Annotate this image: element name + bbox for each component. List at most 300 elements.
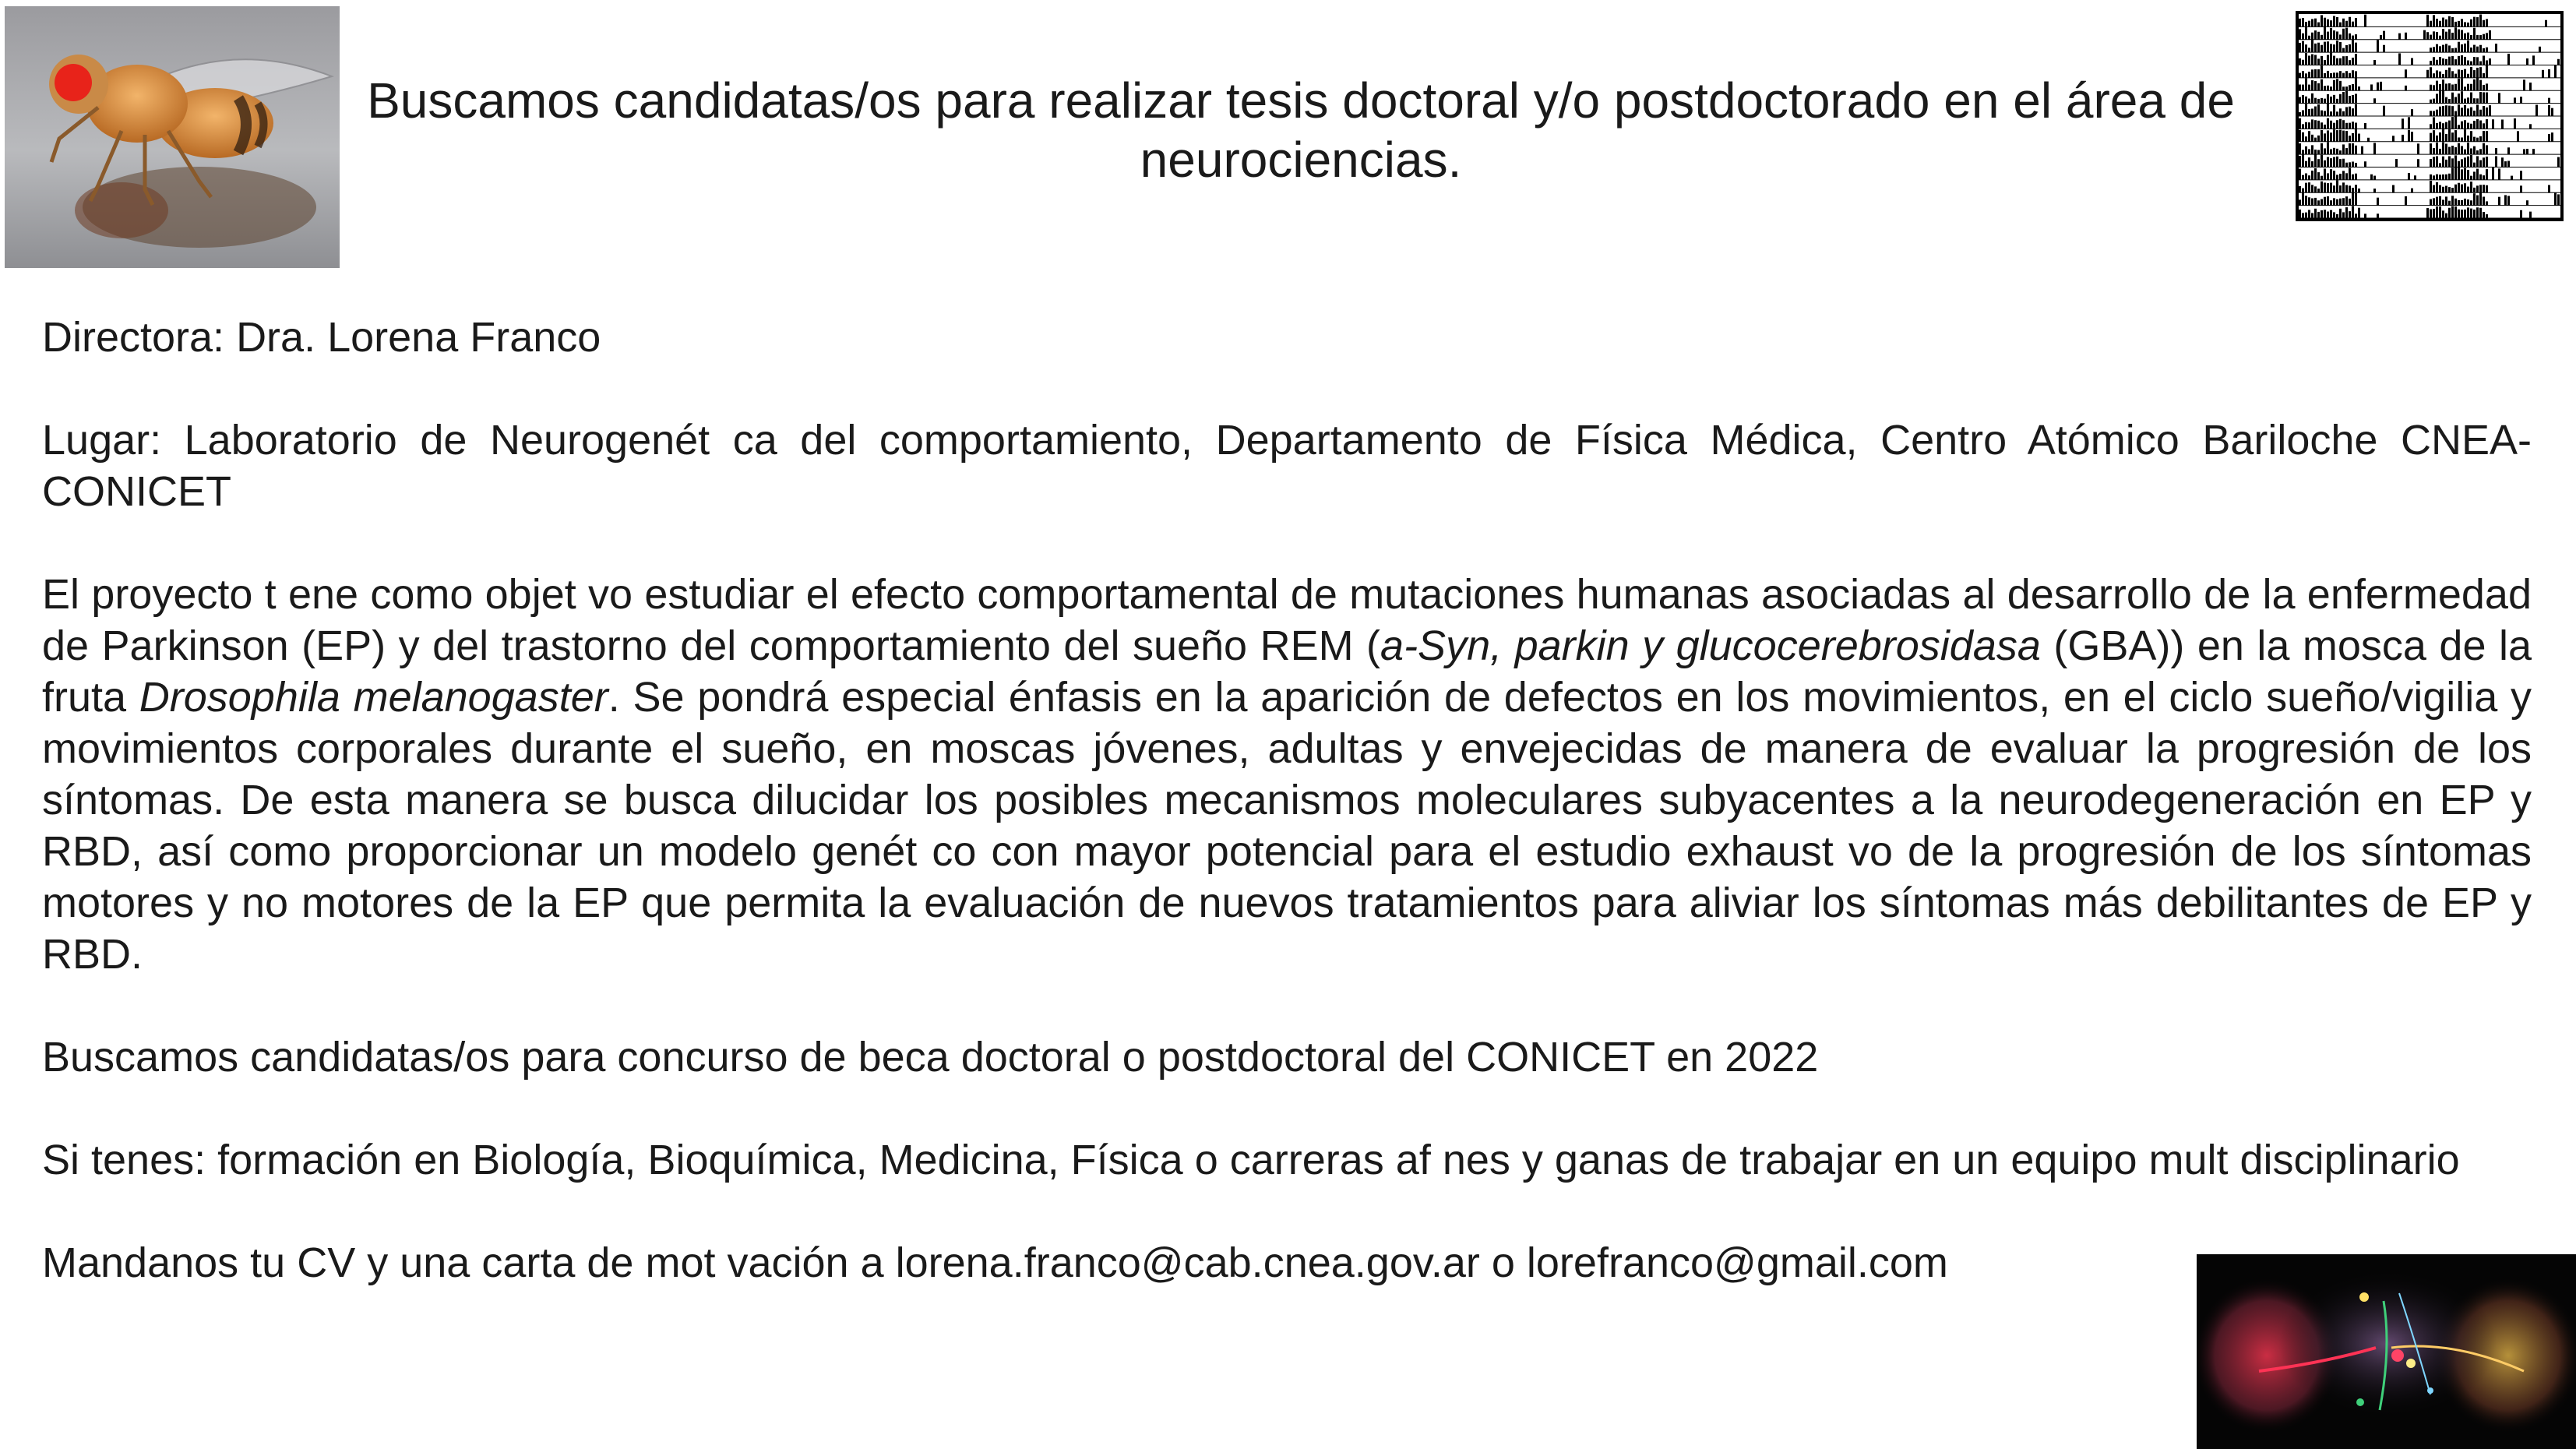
actogram-bar <box>2339 185 2342 192</box>
actogram-bar <box>2483 34 2485 40</box>
actogram-bar <box>2333 171 2335 180</box>
actogram-bar <box>2448 121 2451 129</box>
actogram-bar <box>2454 22 2457 26</box>
actogram-bar <box>2483 123 2485 129</box>
actogram-bar <box>2305 161 2307 167</box>
actogram-bar <box>2439 122 2441 129</box>
actogram-bar <box>2336 41 2338 52</box>
actogram-bar <box>2330 44 2332 52</box>
actogram-bar <box>2461 122 2463 129</box>
actogram-bar <box>2467 207 2469 218</box>
actogram-bar <box>2483 85 2485 90</box>
actogram-bar <box>2305 53 2307 65</box>
actogram-bar <box>2352 58 2354 65</box>
actogram-bar <box>2464 99 2466 104</box>
actogram-bar <box>2439 84 2441 90</box>
actogram-bar <box>2345 21 2348 27</box>
actogram-bar <box>2483 73 2485 78</box>
actogram-bar <box>2345 185 2348 192</box>
actogram-bar <box>2467 23 2469 26</box>
actogram-bar <box>2433 157 2435 167</box>
actogram-bar <box>2470 19 2472 27</box>
actogram-bar <box>2345 148 2348 154</box>
actogram-bar <box>2336 31 2338 39</box>
actogram-bar <box>2436 123 2438 129</box>
actogram-bar <box>2476 169 2479 180</box>
actogram-bar <box>2433 148 2435 154</box>
actogram-bar <box>2317 69 2320 78</box>
actogram-bar <box>2364 15 2366 27</box>
actogram-bar <box>2436 206 2438 218</box>
actogram-bar <box>2355 93 2357 103</box>
actogram-bar <box>2557 194 2560 205</box>
actogram-bar <box>2501 157 2504 167</box>
actogram-bar <box>2442 79 2444 90</box>
actogram-bar <box>2445 213 2447 218</box>
actogram-bar <box>2352 122 2354 129</box>
actogram-bar <box>2486 145 2488 154</box>
actogram-bar <box>2317 159 2320 167</box>
actogram-bar <box>2483 175 2485 180</box>
actogram-bar <box>2476 68 2479 78</box>
actogram-bar <box>2299 43 2301 52</box>
actogram-bar <box>2305 174 2307 180</box>
actogram-bar <box>2454 84 2457 90</box>
actogram-bar <box>2305 104 2307 116</box>
actogram-bar <box>2454 147 2457 154</box>
lugar-paragraph: Lugar: Laboratorio de Neurogenét ca del comportamiento, Departamento de Física Médica, Centro Atómico Bariloche CNEA-CONICET <box>42 417 2532 515</box>
actogram-bar <box>2436 175 2438 180</box>
actogram-bar <box>2355 104 2357 116</box>
actogram-bar <box>2483 157 2485 167</box>
actogram-bar <box>2473 79 2476 90</box>
actogram-bar <box>2395 159 2398 167</box>
actogram-bar <box>2373 176 2376 180</box>
actogram-bar <box>2317 23 2320 27</box>
actogram-bar <box>2327 118 2329 129</box>
actogram-bar <box>2305 73 2307 78</box>
actogram-bar <box>2411 58 2413 65</box>
actogram-bar <box>2339 81 2342 90</box>
actogram-bar <box>2302 60 2304 65</box>
actogram-bar <box>2355 43 2357 52</box>
actogram-bar <box>2324 99 2326 104</box>
actogram-bar <box>2470 35 2472 40</box>
actogram-bar <box>2520 210 2522 218</box>
actogram-bar <box>2539 47 2541 52</box>
actogram-bar <box>2467 123 2469 129</box>
actogram-bar <box>2352 188 2354 192</box>
actogram-bar <box>2352 95 2354 104</box>
actogram-bar <box>2314 19 2317 27</box>
proyecto-text-1: El proyecto t ene como objet vo estudiar el efecto comportamental de mutaciones humanas asociadas al desarrollo de la enfermedad de Parkinson (EP) y del trastorno del comportamiento del sueño REM ( <box>42 571 2532 669</box>
actogram-bar <box>2339 108 2342 116</box>
actogram-bar <box>2314 186 2317 192</box>
fly-brain-image <box>2197 1254 2576 1449</box>
actogram-bar <box>2442 129 2444 141</box>
actogram-bar <box>2476 57 2479 65</box>
actogram-bar <box>2448 208 2451 218</box>
actogram-bar <box>2305 183 2307 193</box>
actogram-bar <box>2486 19 2488 26</box>
actogram-bar <box>2464 210 2466 218</box>
actogram-bar <box>2451 167 2454 180</box>
actogram-bar <box>2473 193 2476 205</box>
actogram-bar <box>2511 176 2513 180</box>
actogram-bar <box>2454 48 2457 53</box>
actogram-bar <box>2308 122 2310 129</box>
actogram-bar <box>2436 156 2438 167</box>
actogram-bar <box>2479 121 2482 129</box>
actogram-bar <box>2324 86 2326 90</box>
actogram-bar <box>2349 85 2351 90</box>
actogram-bar <box>2349 185 2351 192</box>
actogram-bar <box>2417 159 2419 167</box>
actogram-bar <box>2439 57 2441 65</box>
actogram-bar <box>2461 70 2463 78</box>
actogram-bar <box>2483 92 2485 103</box>
actogram-bar <box>2333 105 2335 116</box>
actogram-bar <box>2336 149 2338 154</box>
actogram-bar <box>2352 84 2354 90</box>
actogram-bar <box>2535 105 2538 116</box>
actogram-bar <box>2461 108 2463 116</box>
actogram-bar <box>2336 199 2338 206</box>
actogram-bar <box>2299 29 2301 39</box>
actogram-bar <box>2311 161 2313 167</box>
actogram-bar <box>2349 167 2351 179</box>
actogram-bar <box>2486 157 2488 167</box>
actogram-bar <box>2473 137 2476 142</box>
actogram-bar <box>2454 74 2457 78</box>
actogram-bar <box>2467 199 2469 206</box>
actogram-bar <box>2461 169 2463 179</box>
actogram-bar <box>2448 29 2451 39</box>
actogram-bar <box>2383 106 2385 116</box>
actogram-bar <box>2327 142 2329 154</box>
actogram-bar <box>2433 31 2435 39</box>
actogram-bar <box>2483 106 2485 116</box>
actogram-bar <box>2345 163 2348 167</box>
actogram-bar <box>2327 94 2329 104</box>
actogram-bar <box>2439 196 2441 206</box>
actogram-bar <box>2349 73 2351 78</box>
actogram-bar <box>2339 58 2342 65</box>
actogram-bar <box>2470 93 2472 104</box>
actogram-bar <box>2451 158 2454 167</box>
actogram-bar <box>2436 60 2438 65</box>
actogram-bar <box>2392 136 2395 141</box>
actogram-bar <box>2324 111 2326 116</box>
actogram-bar <box>2442 200 2444 206</box>
actogram-bar <box>2445 196 2447 205</box>
actogram-bar <box>2345 207 2348 218</box>
actogram-bar <box>2333 123 2335 129</box>
actogram-bar <box>2333 148 2335 154</box>
actogram-bar <box>2451 93 2454 104</box>
actogram-bar <box>2349 33 2351 40</box>
actogram-bar <box>2467 61 2469 65</box>
actogram-bar <box>2342 159 2345 167</box>
actogram-bar <box>2336 130 2338 142</box>
actogram-bar <box>2349 136 2351 142</box>
actogram-bar <box>2504 161 2507 167</box>
actogram-bar <box>2489 105 2491 116</box>
actogram-bar <box>2479 15 2482 27</box>
actogram-bar <box>2308 55 2310 65</box>
actogram-bar <box>2311 55 2313 65</box>
actogram-bar <box>2345 107 2348 116</box>
actogram-bar <box>2342 56 2345 65</box>
actogram-bar <box>2542 70 2544 78</box>
actogram-bar <box>2442 74 2444 78</box>
actogram-bar <box>2330 183 2332 193</box>
actogram-bar <box>2464 157 2466 167</box>
actogram-bar <box>2430 181 2432 192</box>
actogram-bar <box>2333 185 2335 192</box>
actogram-bar <box>2339 174 2342 180</box>
actogram-bar <box>2436 44 2438 52</box>
actogram-bar <box>2408 130 2410 142</box>
actogram-bar <box>2342 198 2345 205</box>
actogram-bar <box>2327 71 2329 78</box>
actogram-bar <box>2311 80 2313 90</box>
actogram-bar <box>2311 185 2313 192</box>
actogram-bar <box>2486 83 2488 90</box>
actogram-bar <box>2324 42 2326 53</box>
actogram-bar <box>2411 132 2413 142</box>
actogram-bar <box>2473 98 2476 103</box>
actogram-bar <box>2383 45 2385 52</box>
actogram-bar <box>2445 83 2447 90</box>
actogram-bar <box>2333 157 2335 167</box>
actogram-bar <box>2330 210 2332 218</box>
actogram-bar <box>2476 185 2479 192</box>
actogram-bar <box>2476 47 2479 52</box>
actogram-bar <box>2330 111 2332 116</box>
actogram-bar <box>2451 84 2454 90</box>
actogram-bar <box>2467 170 2469 180</box>
actogram-bar <box>2557 59 2560 65</box>
actogram-bar <box>2330 53 2332 65</box>
actogram-bar <box>2495 156 2497 167</box>
actogram-bar <box>2302 71 2304 78</box>
actogram-bar <box>2445 59 2447 65</box>
actogram-bar <box>2336 111 2338 116</box>
actogram-bar <box>2314 209 2317 218</box>
actogram-bar <box>2308 36 2310 40</box>
actogram-bar <box>2339 71 2342 78</box>
actogram-bar <box>2554 65 2557 78</box>
actogram-bar <box>2352 22 2354 27</box>
actogram-bar <box>2445 134 2447 142</box>
actogram-bar <box>2501 119 2504 129</box>
actogram-bar <box>2302 18 2304 26</box>
actogram-bar <box>2454 167 2457 180</box>
actogram-bar <box>2470 182 2472 192</box>
actogram-bar <box>2299 118 2301 129</box>
actogram-bar <box>2342 86 2345 90</box>
actogram-bar <box>2479 62 2482 65</box>
actogram-bar <box>2349 199 2351 206</box>
actogram-bar <box>2317 212 2320 218</box>
actogram-bar <box>2317 136 2320 142</box>
actogram-bar <box>2321 79 2323 91</box>
actogram-bar <box>2433 117 2435 129</box>
actogram-bar <box>2529 83 2532 90</box>
actogram-bar <box>2483 131 2485 142</box>
actogram-bar <box>2486 65 2488 78</box>
actogram-bar <box>2430 100 2432 104</box>
actogram-bar <box>2339 119 2342 129</box>
actogram-bar <box>2311 135 2313 142</box>
actogram-bar <box>2448 147 2451 155</box>
actogram-bar <box>2345 123 2348 129</box>
actogram-bar <box>2333 72 2335 78</box>
actogram-bar <box>2345 71 2348 78</box>
actogram-bar <box>2458 210 2460 218</box>
actogram-bar <box>2442 29 2444 40</box>
actogram-bar <box>2398 33 2401 40</box>
actogram-bar <box>2311 40 2313 52</box>
actogram-bar <box>2548 98 2550 104</box>
actogram-bar <box>2458 21 2460 26</box>
actogram-bar <box>2458 30 2460 40</box>
actogram-bar <box>2436 70 2438 77</box>
directora-line: Directora: Dra. Lorena Franco <box>42 314 601 361</box>
actogram-bar <box>2308 157 2310 167</box>
actogram-bar <box>2470 176 2472 180</box>
actogram-bar <box>2473 188 2476 192</box>
actogram-bar <box>2342 48 2345 53</box>
actogram-bar <box>2355 146 2357 154</box>
main-content <box>42 312 2532 1289</box>
actogram-bar <box>2439 163 2441 167</box>
actogram-bar <box>2302 124 2304 129</box>
actogram-bar <box>2433 198 2435 205</box>
actogram-bar <box>2373 60 2376 65</box>
actogram-bar <box>2426 32 2429 40</box>
actogram-bar <box>2476 156 2479 167</box>
actogram-bar <box>2483 143 2485 154</box>
actogram-bar <box>2461 78 2463 90</box>
actogram-bar <box>2308 85 2310 91</box>
actogram-bar <box>2302 41 2304 52</box>
actogram-bar <box>2349 123 2351 129</box>
actogram-bar <box>2473 17 2476 27</box>
actogram-bar <box>2411 109 2413 116</box>
actogram-bar <box>2314 138 2317 142</box>
actogram-bar <box>2442 90 2444 103</box>
actogram-bar <box>2526 149 2528 154</box>
actogram-bar <box>2498 168 2500 179</box>
actogram-bar <box>2433 15 2435 26</box>
actogram-bar <box>2430 61 2432 65</box>
actogram-bar <box>2470 131 2472 142</box>
actogram-bar <box>2479 35 2482 40</box>
actogram-bar <box>2373 98 2376 103</box>
actogram-bar <box>2299 210 2301 218</box>
actogram-bar <box>2442 175 2444 180</box>
actogram-bar <box>2498 197 2500 206</box>
actogram-bar <box>2302 189 2304 193</box>
actogram-bar <box>2333 212 2335 218</box>
actogram-bar <box>2439 175 2441 180</box>
actogram-bar <box>2464 167 2466 179</box>
requisitos-paragraph: Si tenes: formación en Biología, Bioquímica, Medicina, Física o carreras af nes y ganas de trabajar en un equipo mult disciplinario <box>42 1137 2460 1183</box>
actogram-bar <box>2405 86 2407 90</box>
actogram-bar <box>2464 44 2466 52</box>
actogram-bar <box>2445 32 2447 40</box>
actogram-bar <box>2336 79 2338 90</box>
actogram-bar <box>2458 161 2460 167</box>
actogram-bar <box>2454 116 2457 129</box>
actogram-bar <box>2317 189 2320 192</box>
actogram-bar <box>2436 136 2438 142</box>
actogram-bar <box>2529 212 2532 218</box>
actogram-bar <box>2458 137 2460 141</box>
actogram-bar <box>2317 200 2320 205</box>
actogram-bar <box>2523 79 2525 90</box>
actogram-bar <box>2324 73 2326 78</box>
actogram-bar <box>2314 150 2317 154</box>
actogram-bar <box>2308 99 2310 104</box>
actogram-bar <box>2436 32 2438 40</box>
actogram-bar <box>2349 60 2351 65</box>
actogram-bar <box>2370 175 2373 180</box>
actogram-bar <box>2433 175 2435 180</box>
actogram-bar <box>2314 154 2317 167</box>
actogram-bar <box>2330 20 2332 26</box>
actogram-bar <box>2302 85 2304 91</box>
actogram-bar <box>2314 81 2317 90</box>
actogram-bar <box>2405 196 2407 206</box>
actogram-bar <box>2302 213 2304 218</box>
actogram-bar <box>2448 83 2451 90</box>
actogram-bar <box>2448 45 2451 52</box>
actogram-bar <box>2451 117 2454 129</box>
actogram-bar <box>2305 78 2307 90</box>
actogram-bar <box>2358 134 2360 142</box>
actogram-bar <box>2333 80 2335 90</box>
actogram-bar <box>2433 47 2435 52</box>
actogram-bar <box>2342 111 2345 116</box>
actogram-bar <box>2448 16 2451 27</box>
actogram-bar <box>2458 125 2460 129</box>
actogram-bar <box>2373 143 2376 154</box>
actogram-bar <box>2324 160 2326 167</box>
actogram-bar <box>2317 104 2320 116</box>
actogram-bar <box>2461 137 2463 141</box>
actogram-bar <box>2308 109 2310 116</box>
actogram-bar <box>2352 175 2354 180</box>
actogram-bar <box>2336 72 2338 78</box>
actogram-bar <box>2473 146 2476 154</box>
actogram-bar <box>2352 36 2354 40</box>
actogram-bar <box>2551 108 2553 116</box>
actogram-bar <box>2339 34 2342 39</box>
actogram-bar <box>2442 187 2444 192</box>
actogram-bar <box>2417 143 2419 154</box>
actogram-bar <box>2430 21 2432 27</box>
actogram-bar <box>2352 70 2354 78</box>
actogram-bar <box>2426 15 2429 27</box>
actogram-bar <box>2342 29 2345 40</box>
actogram-bar <box>2548 134 2550 142</box>
page-title: Buscamos candidatas/os para realizar tesis doctoral y/o postdoctorado en el área de neurociencias. <box>367 72 2235 188</box>
proyecto-text-3: . Se pondrá especial énfasis en la aparición de defectos en los movimientos, en el ciclo sueño/vigilia y movimientos corporales durante el sueño, en moscas jóvenes, adultas y envejecidas de manera de evaluar la progresión de los síntomas. De esta manera se busca dilucidar los posibles mecanismos moleculares subyacentes a la neurodegeneración en EP y RBD, así como proporcionar un modelo genét co con mayor potencial para el estudio exhaust vo de la progresión de los síntomas motores y no motores de la EP que permita la evaluación de nuevos tratamientos para aliviar los síntomas más debilitantes de EP y RBD. <box>42 674 2532 978</box>
actogram-bar <box>2479 208 2482 218</box>
